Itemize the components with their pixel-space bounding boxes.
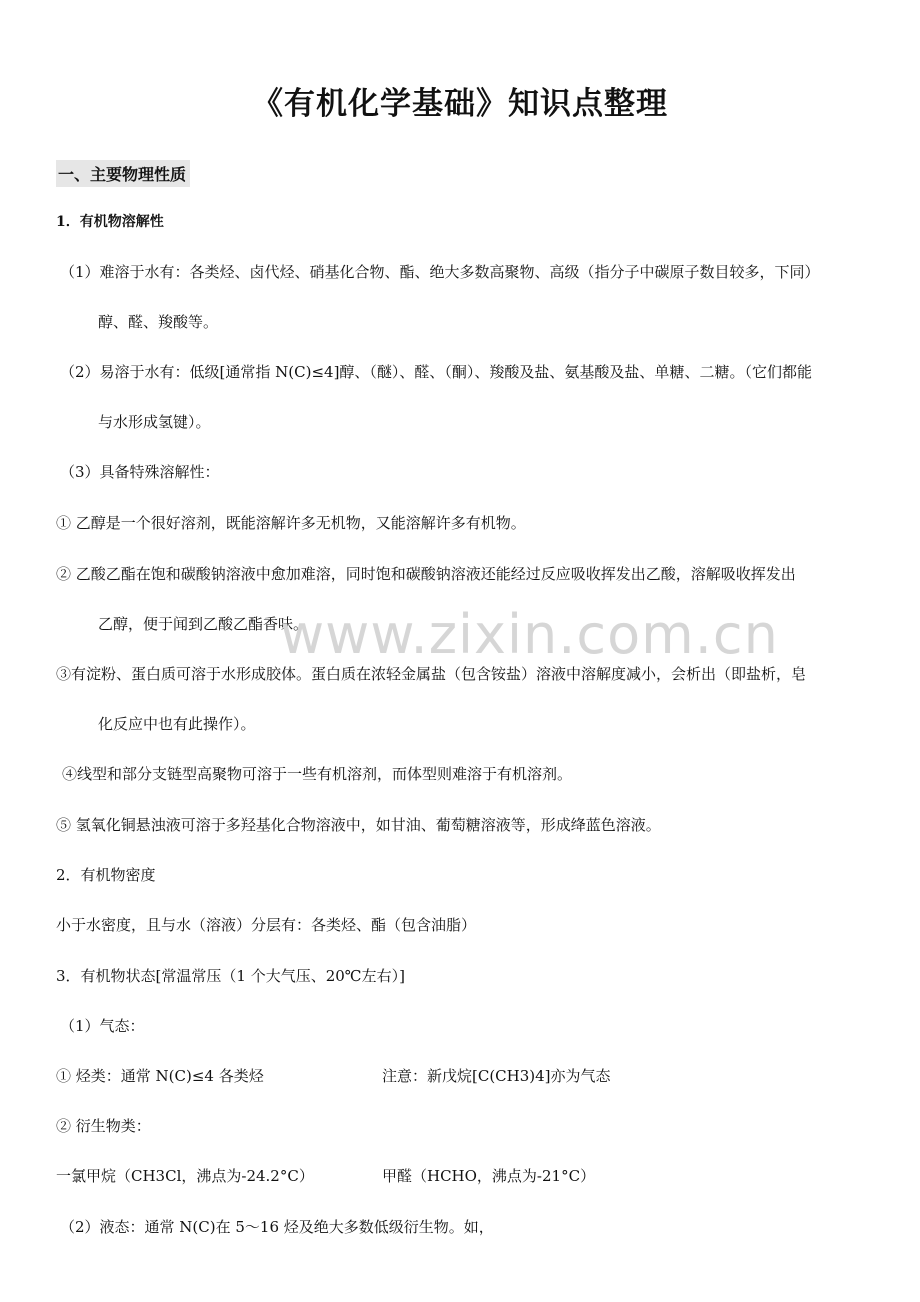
watermark-text: www.zixin.com.cn <box>280 603 779 666</box>
paragraph-line: 小于水密度，且与水（溶液）分层有：各类烃、酯（包含油脂） <box>56 916 477 934</box>
paragraph-line: （1）气态： <box>60 1017 145 1035</box>
list-item: ② 乙酸乙酯在饱和碳酸钠溶液中愈加难溶，同时饱和碳酸钠溶液还能经过反应吸收挥发出乙酸，溶解吸收挥发出 <box>56 565 796 583</box>
list-item: ⑤ 氢氧化铜悬浊液可溶于多羟基化合物溶液中，如甘油、葡萄糖溶液等，形成绛蓝色溶液。 <box>56 816 661 834</box>
list-item: ③有淀粉、蛋白质可溶于水形成胶体。蛋白质在浓轻金属盐（包含铵盐）溶液中溶解度减小，会析出（即盐析，皂 <box>56 665 807 683</box>
paragraph-line: （2）液态：通常 N(C)在 5～16 烃及绝大多数低级衍生物。如， <box>60 1218 494 1236</box>
paragraph-line: （3）具备特殊溶解性： <box>60 463 220 481</box>
subsection-heading-density: 2．有机物密度 <box>56 866 156 884</box>
list-item: ② 衍生物类： <box>56 1117 151 1135</box>
note-text: 注意：新戊烷[C(CH3)4]亦为气态 <box>382 1067 611 1085</box>
paragraph-line: （1）难溶于水有：各类烃、卤代烃、硝基化合物、酯、绝大多数高聚物、高级（指分子中碳原子数目较多，下同） <box>60 263 820 281</box>
paragraph-line: 醇、醛、羧酸等。 <box>98 313 219 331</box>
paragraph-line: 甲醛（HCHO，沸点为-21°C） <box>382 1167 596 1185</box>
list-item: ① 烃类：通常 N(C)≤4 各类烃 <box>56 1067 264 1085</box>
subsection-heading-state: 3．有机物状态[常温常压（1 个大气压、20℃左右）] <box>56 967 405 985</box>
subsection-heading-solubility: 1．有机物溶解性 <box>56 214 164 230</box>
paragraph-line: （2）易溶于水有：低级[通常指 N(C)≤4]醇、（醚）、醛、（酮）、羧酸及盐、氨基酸及盐、单糖、二糖。（它们都能 <box>60 363 812 381</box>
list-item-continuation: 化反应中也有此操作）。 <box>98 715 256 733</box>
list-item: ④线型和部分支链型高聚物可溶于一些有机溶剂，而体型则难溶于有机溶剂。 <box>62 765 573 783</box>
section-heading: 一、主要物理性质 <box>56 160 190 187</box>
page-title: 《有机化学基础》知识点整理 <box>252 86 668 122</box>
list-item-continuation: 乙醇，便于闻到乙酸乙酯香味。 <box>98 615 309 633</box>
list-item: ① 乙醇是一个很好溶剂，既能溶解许多无机物，又能溶解许多有机物。 <box>56 514 526 532</box>
paragraph-line: 一氯甲烷（CH3Cl，沸点为-24.2°C） <box>56 1167 314 1185</box>
paragraph-line: 与水形成氢键）。 <box>98 413 211 431</box>
